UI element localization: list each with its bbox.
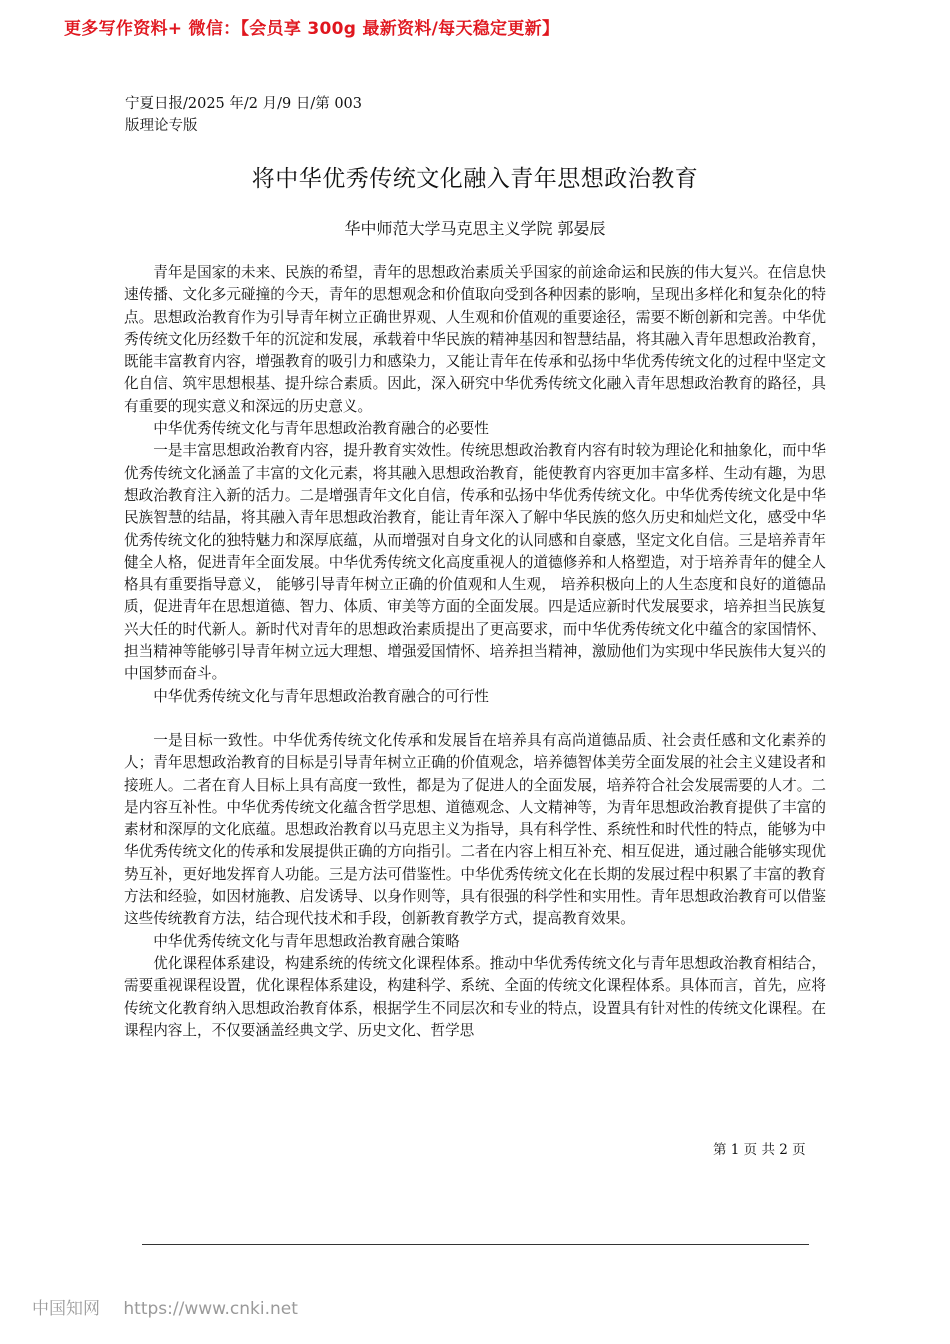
paragraph-intro: 青年是国家的未来、民族的希望，青年的思想政治素质关乎国家的前途命运和民族的伟大复兴。在信息快速传播、文化多元碰撞的今天，青年的思想观念和价值取向受到各种因素的影响，呈现出多样化和复杂化的特点。思想政治教育作为引导青年树立正确世界观、人生观和价值观的重要途径，需要不断创新和完善。中华优秀传统文化历经数千年的沉淀和发展，承载着中华民族的精神基因和智慧结晶，将其融入青年思想政治教育，既能丰富教育内容，增强教育的吸引力和感染力，又能让青年在传承和弘扬中华优秀传统文化的过程中坚定文化自信、筑牢思想根基、提升综合素质。因此，深入研究中华优秀传统文化融入青年思想政治教育的路径，具有重要的现实意义和深远的历史意义。 bbox=[124, 264, 826, 415]
promo-banner: 更多写作资料+ 微信：【会员享 300g 最新资料/每天稳定更新】 bbox=[64, 19, 560, 39]
paragraph-feasibility: 一是目标一致性。中华优秀传统文化传承和发展旨在培养具有高尚道德品质、社会责任感和文化素养的人；青年思想政治教育的目标是引导青年树立正确的价值观念，培养德智体美劳全面发展的社会主义建设者和接班人。二者在育人目标上具有高度一致性，都是为了促进人的全面发展，培养符合社会发展需要的人才。二是内容互补性。中华优秀传统文化蕴含哲学思想、道德观念、人文精神等，为青年思想政治教育提供了丰富的素材和深厚的文化底蕴。思想政治教育以马克思主义为指导，具有科学性、系统性和时代性的特点，能够为中华优秀传统文化的传承和发展提供正确的方向指引。二者在内容上相互补充、相互促进，通过融合能够实现优势互补，更好地发挥育人功能。三是方法可借鉴性。中华优秀传统文化在长期的发展过程中积累了丰富的教育方法和经验，如因材施教、启发诱导、以身作则等，具有很强的科学性和实用性。青年思想政治教育可以借鉴这些传统教育方法，结合现代技术和手段，创新教育教学方式，提高教育效果。 bbox=[124, 731, 826, 928]
source-line-1: 宁夏日报/2025 年/2 月/9 日/第 003 bbox=[125, 96, 363, 112]
article-title: 将中华优秀传统文化融入青年思想政治教育 bbox=[251, 166, 699, 192]
section-heading-strategy: 中华优秀传统文化与青年思想政治教育融合策略 bbox=[153, 932, 460, 950]
section-heading-necessity: 中华优秀传统文化与青年思想政治教育融合的必要性 bbox=[153, 420, 489, 438]
paragraph-strategy: 优化课程体系建设，构建系统的传统文化课程体系。推动中华优秀传统文化与青年思想政治教育相结合，需要重视课程设置，优化课程体系建设，构建科学、系统、全面的传统文化课程体系。具体而言，首先，应将传统文化教育纳入思想政治教育体系，根据学生不同层次和专业的特点，设置具有针对性的传统文化课程。在课程内容上，不仅要涵盖经典文学、历史文化、哲学思 bbox=[124, 954, 826, 1039]
footer-watermark bbox=[32, 1294, 316, 1319]
article-author: 华中师范大学马克思主义学院 郭晏辰 bbox=[344, 219, 606, 238]
section-heading-feasibility: 中华优秀传统文化与青年思想政治教育融合的可行性 bbox=[153, 687, 489, 705]
footer-divider bbox=[142, 1244, 809, 1245]
page-number: 第 1 页 共 2 页 bbox=[713, 1142, 806, 1158]
site-url[interactable]: https://www.cnki.net bbox=[123, 1299, 298, 1319]
source-line-2: 版理论专版 bbox=[125, 118, 198, 134]
site-name: 中国知网 bbox=[32, 1299, 100, 1319]
paragraph-necessity: 一是丰富思想政治教育内容，提升教育实效性。传统思想政治教育内容有时较为理论化和抽象化，而中华优秀传统文化涵盖了丰富的文化元素，将其融入思想政治教育，能使教育内容更加丰富多样、生动有趣，为思想政治教育注入新的活力。二是增强青年文化自信，传承和弘扬中华优秀传统文化。中华优秀传统文化是中华民族智慧的结晶，将其融入青年思想政治教育，能让青年深入了解中华民族的悠久历史和灿烂文化，感受中华优秀传统文化的独特魅力和深厚底蕴，从而增强对自身文化的认同感和自豪感，坚定文化自信。三是培养青年健全人格，促进青年全面发展。中华优秀传统文化高度重视人的道德修养和人格塑造，对于培养青年的健全人格具有重要指导意义， 能够引导青年树立正确的价值观和人生观， 培养积极向上的人生态度和良好的道德品质，促进青年在思想道德、智力、体质、审美等方面的全面发展。四是适应新时代发展要求，培养担当民族复兴大任的时代新人。新时代对青年的思想政治素质提出了更高要求，而中华优秀传统文化中蕴含的家国情怀、担当精神等能够引导青年树立远大理想、增强爱国情怀、培养担当精神，激励他们为实现中华民族伟大复兴的中国梦而奋斗。 bbox=[124, 442, 826, 683]
source-info bbox=[125, 93, 385, 137]
article-body bbox=[124, 262, 826, 1042]
